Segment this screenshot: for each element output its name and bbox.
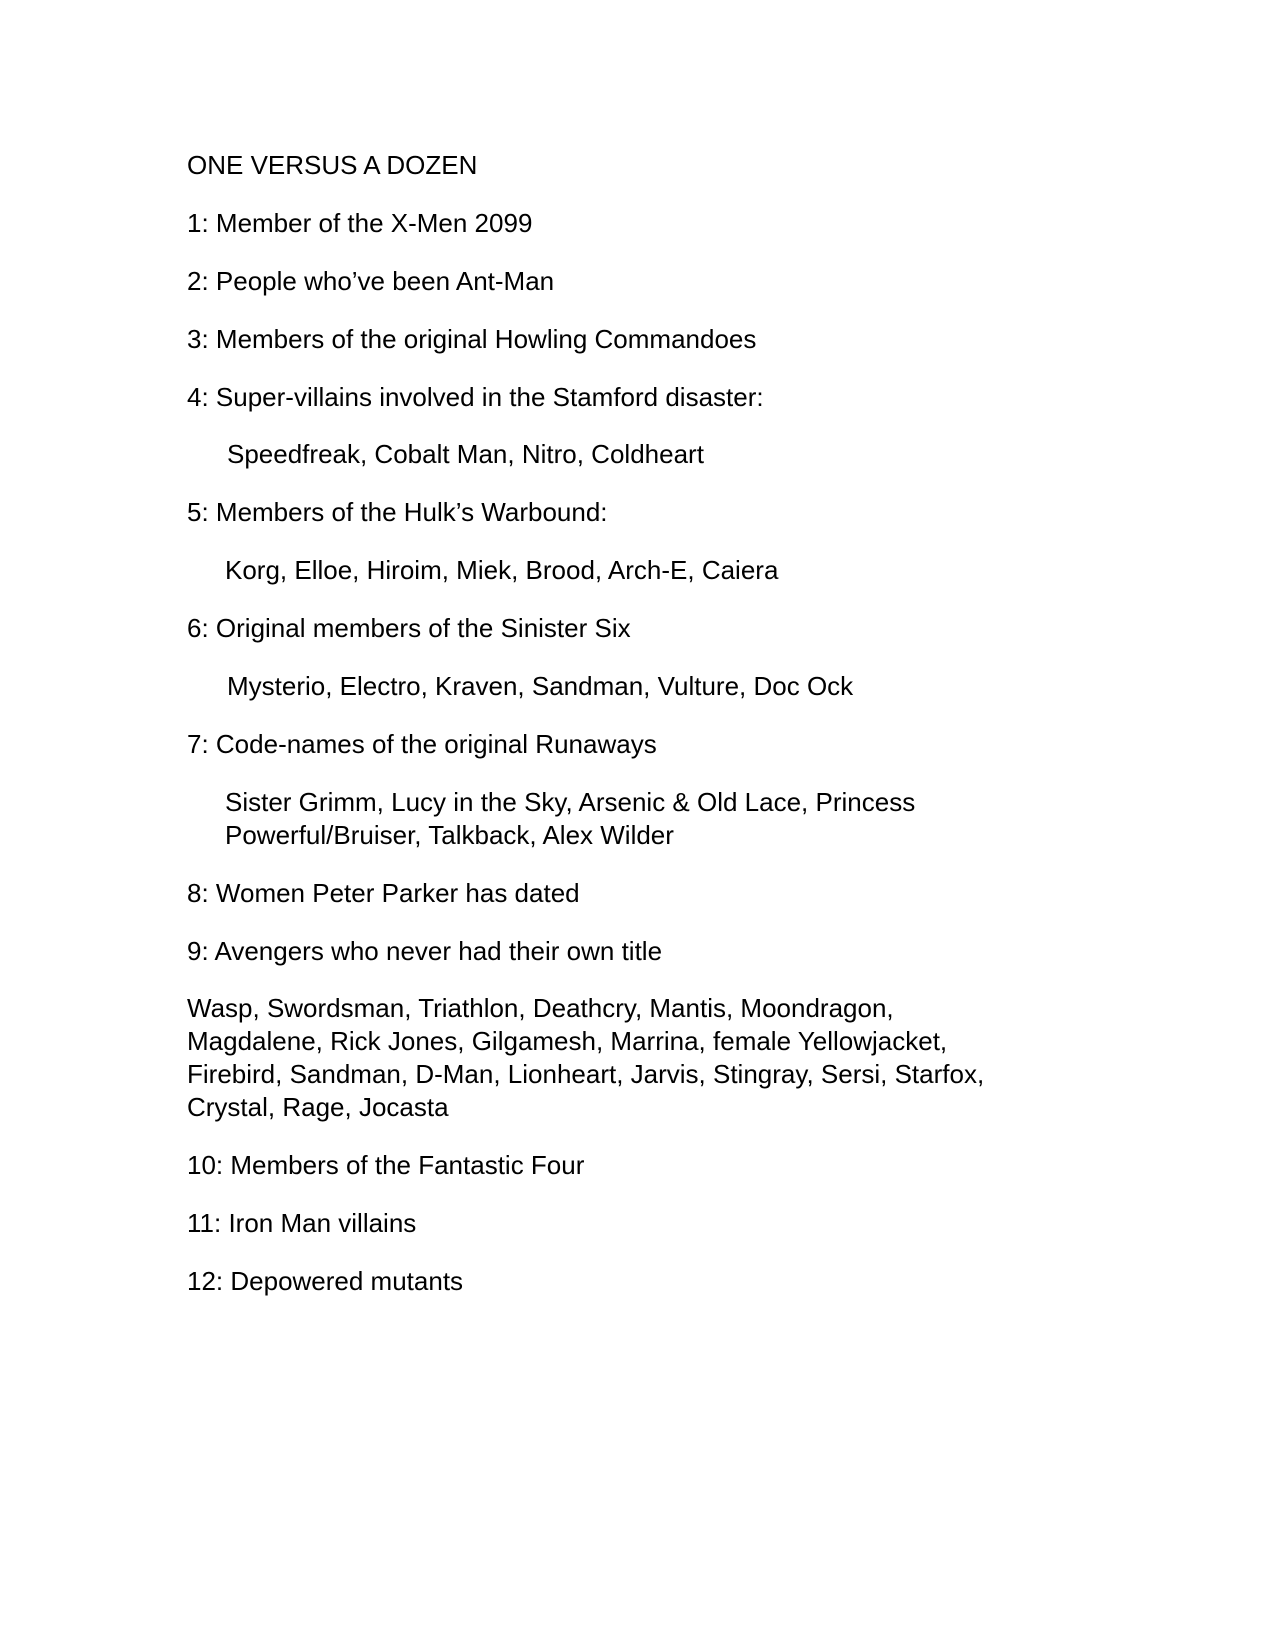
item-9-answer-line-3: Firebird, Sandman, D-Man, Lionheart, Jarvis, Stingray, Sersi, Starfox, (187, 1059, 985, 1089)
item-12-heading: 12: Depowered mutants (187, 1266, 464, 1296)
item-3-heading: 3: Members of the original Howling Commandoes (187, 324, 757, 354)
item-5-heading: 5: Members of the Hulk’s Warbound: (187, 497, 608, 527)
item-1-heading: 1: Member of the X-Men 2099 (187, 208, 533, 238)
item-6-answer: Mysterio, Electro, Kraven, Sandman, Vulture, Doc Ock (227, 671, 854, 701)
item-6-heading: 6: Original members of the Sinister Six (187, 613, 631, 643)
item-4-answer: Speedfreak, Cobalt Man, Nitro, Coldheart (227, 439, 704, 469)
item-10-heading: 10: Members of the Fantastic Four (187, 1150, 585, 1180)
item-8-heading: 8: Women Peter Parker has dated (187, 878, 580, 908)
item-2-heading: 2: People who’ve been Ant-Man (187, 266, 555, 296)
item-7-answer-line-2: Powerful/Bruiser, Talkback, Alex Wilder (225, 820, 674, 850)
item-7-answer-line-1: Sister Grimm, Lucy in the Sky, Arsenic & Old Lace, Princess (225, 787, 916, 817)
item-7-heading: 7: Code-names of the original Runaways (187, 729, 657, 759)
item-5-answer: Korg, Elloe, Hiroim, Miek, Brood, Arch-E, Caiera (225, 555, 779, 585)
item-9-answer-line-1: Wasp, Swordsman, Triathlon, Deathcry, Mantis, Moondragon, (187, 993, 894, 1023)
item-9-answer-line-4: Crystal, Rage, Jocasta (187, 1092, 449, 1122)
item-9-heading: 9: Avengers who never had their own title (187, 936, 663, 966)
item-11-heading: 11: Iron Man villains (187, 1208, 417, 1238)
document-title: ONE VERSUS A DOZEN (187, 150, 478, 180)
item-4-heading: 4: Super-villains involved in the Stamford disaster: (187, 382, 764, 412)
item-9-answer-line-2: Magdalene, Rick Jones, Gilgamesh, Marrina, female Yellowjacket, (187, 1026, 948, 1056)
